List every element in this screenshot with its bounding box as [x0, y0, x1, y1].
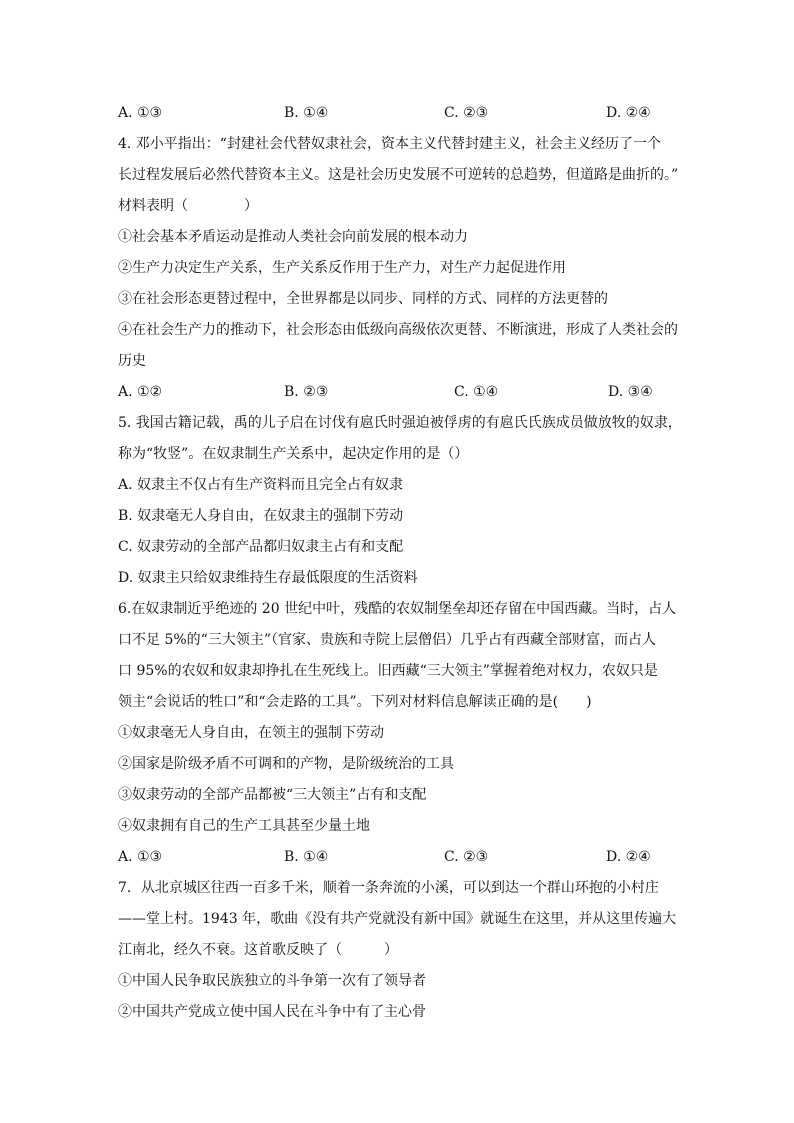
answer-option: B. ②③ — [284, 384, 329, 400]
text-line: 材料表明（ ） — [118, 198, 258, 214]
answer-option: B. ①④ — [284, 849, 329, 865]
answer-option: C. ②③ — [444, 105, 489, 121]
text-line: ②国家是阶级矛盾不可调和的产物，是阶级统治的工具 — [118, 756, 454, 772]
answer-options-row — [118, 847, 678, 867]
text-line: ②生产力决定生产关系，生产关系反作用于生产力，对生产力起促进作用 — [118, 260, 566, 276]
text-line: 历史 — [118, 353, 146, 369]
text-line: ——堂上村。1943 年，歌曲《没有共产党就没有新中国》就诞生在这里，并从这里传遍大 — [118, 911, 677, 927]
text-line: ②中国共产党成立使中国人民在斗争中有了主心骨 — [118, 1004, 426, 1020]
text-line: 6.在奴隶制近乎绝迹的 20 世纪中叶，残酷的农奴制堡垒却还存留在中国西藏。当时，占人 — [118, 601, 677, 617]
answer-options-row — [118, 382, 678, 402]
text-line: 口 95%的农奴和奴隶却挣扎在生死线上。旧西藏“三大领主”掌握着绝对权力，农奴只是 — [118, 663, 658, 679]
answer-option: A. ①③ — [118, 105, 163, 121]
text-line: ①社会基本矛盾运动是推动人类社会向前发展的根本动力 — [118, 229, 468, 245]
text-line: 长过程发展后必然代替资本主义。这是社会历史发展不可逆转的总趋势，但道路是曲折的。” — [118, 167, 679, 183]
text-line: D. 奴隶主只给奴隶维持生存最低限度的生活资料 — [118, 570, 418, 586]
answer-option: D. ③④ — [608, 384, 653, 400]
text-line: 5. 我国古籍记载，禹的儿子启在讨伐有扈氏时强迫被俘虏的有扈氏氏族成员做放牧的奴隶， — [118, 415, 682, 431]
answer-option: C. ①④ — [454, 384, 499, 400]
text-line: 称为“牧竖”。在奴隶制生产关系中，起决定作用的是（） — [118, 446, 469, 462]
text-line: ①奴隶毫无人身自由，在领主的强制下劳动 — [118, 725, 384, 741]
answer-option: D. ②④ — [606, 105, 651, 121]
text-line: ③奴隶劳动的全部产品都被“三大领主”占有和支配 — [118, 787, 427, 803]
text-line: 7．从北京城区往西一百多千米，顺着一条奔流的小溪，可以到达一个群山环抱的小村庄 — [118, 880, 659, 896]
text-line: ④奴隶拥有自己的生产工具甚至少量土地 — [118, 818, 370, 834]
answer-option: B. ①④ — [284, 105, 329, 121]
text-line: ④在社会生产力的推动下，社会形态由低级向高级依次更替、不断演进，形成了人类社会的 — [118, 322, 678, 338]
answer-option: A. ①② — [118, 384, 163, 400]
answer-option: C. ②③ — [444, 849, 489, 865]
text-line: ①中国人民争取民族独立的斗争第一次有了领导者 — [118, 973, 426, 989]
text-line: 口不足 5%的“三大领主”（官家、贵族和寺院上层僧侣）几乎占有西藏全部财富，而占人 — [118, 632, 656, 648]
text-line: 4. 邓小平指出：“封建社会代替奴隶社会，资本主义代替封建主义，社会主义经历了一个 — [118, 136, 661, 152]
text-line: 江南北，经久不衰。这首歌反映了（ ） — [118, 942, 398, 958]
text-line: ③在社会形态更替过程中，全世界都是以同步、同样的方式、同样的方法更替的 — [118, 291, 608, 307]
text-line: A. 奴隶主不仅占有生产资料而且完全占有奴隶 — [118, 477, 404, 493]
text-line: C. 奴隶劳动的全部产品都归奴隶主占有和支配 — [118, 539, 404, 555]
text-line: 领主“会说话的牲口”和“会走路的工具”。下列对材料信息解读正确的是( ) — [118, 694, 592, 710]
answer-option: A. ①③ — [118, 849, 163, 865]
text-line: B. 奴隶毫无人身自由，在奴隶主的强制下劳动 — [118, 508, 404, 524]
answer-options-row — [118, 103, 678, 123]
answer-option: D. ②④ — [606, 849, 651, 865]
